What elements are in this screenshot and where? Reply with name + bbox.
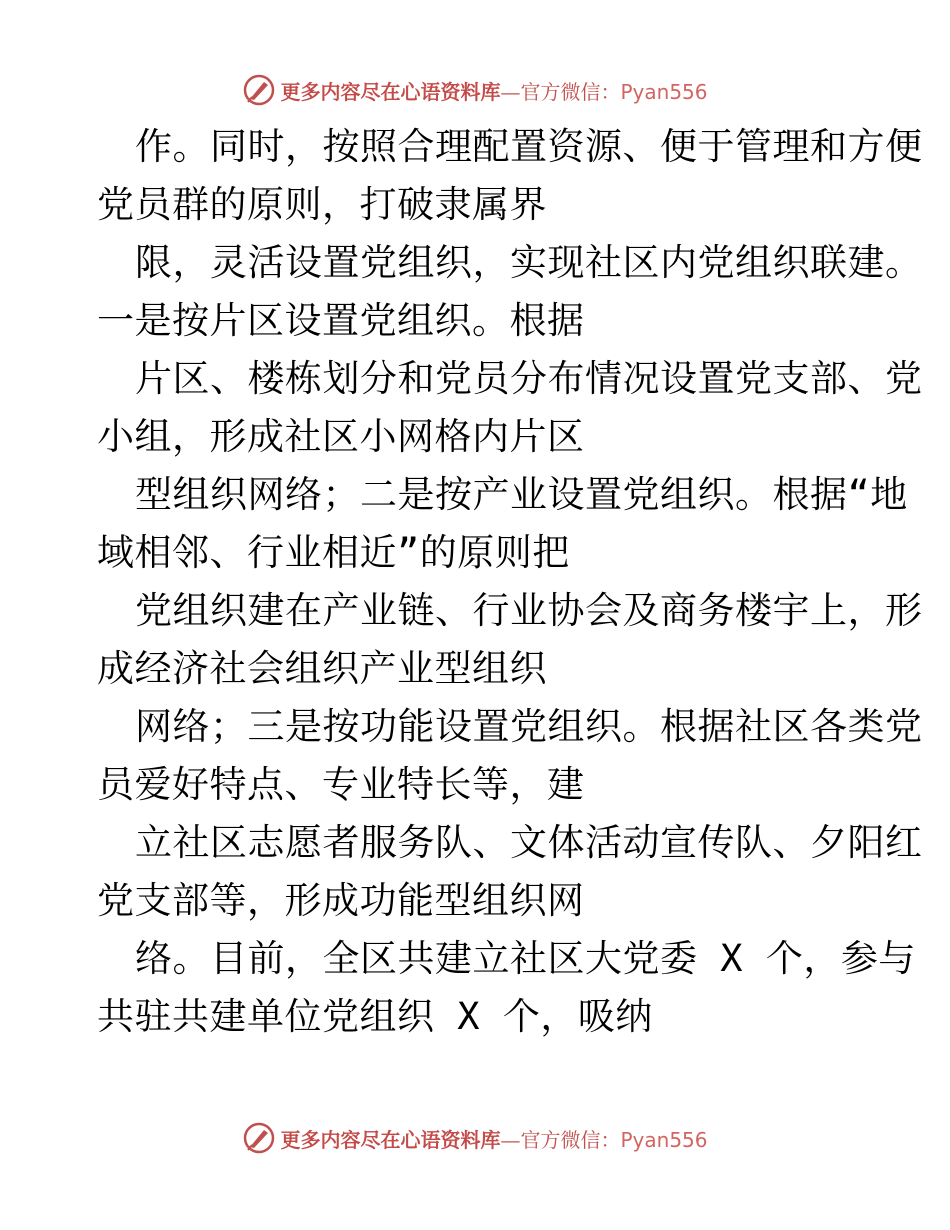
header-site-name: 更多内容尽在心语资料库 [280, 79, 501, 104]
header-wechat-id: Pyan556 [620, 79, 708, 104]
header-dash: — [500, 79, 521, 104]
header-wechat-label: 官方微信： [520, 79, 621, 104]
quill-logo-icon [242, 1121, 276, 1155]
body-line: 立社区志愿者服务队、文体活动宣传队、夕阳红 [135, 821, 923, 864]
body-line: 片区、楼栋划分和党员分布情况设置党支部、党 [135, 357, 923, 400]
quill-logo-icon [242, 73, 276, 107]
body-line: 党组织建在产业链、行业协会及商务楼宇上，形 [135, 589, 923, 632]
document-body [97, 118, 923, 1046]
footer-wechat-id: Pyan556 [620, 1127, 708, 1152]
body-line: 共驻共建单位党组织 X 个，吸纳 [97, 995, 653, 1038]
body-line: 成经济社会组织产业型组织 [97, 647, 547, 690]
body-line: 限，灵活设置党组织，实现社区内党组织联建。 [135, 241, 923, 284]
body-line: 党支部等，形成功能型组织网 [97, 879, 585, 922]
body-line: 小组，形成社区小网格内片区 [97, 415, 585, 458]
header-banner-text [280, 76, 707, 105]
body-line: 络。目前，全区共建立社区大党委 X 个，参与 [135, 937, 916, 980]
footer-dash: — [500, 1127, 521, 1152]
body-line: 员爱好特点、专业特长等，建 [97, 763, 585, 806]
header-banner [0, 70, 950, 110]
body-line: 型组织网络；二是按产业设置党组织。根据“地 [135, 473, 908, 516]
body-line: 一是按片区设置党组织。根据 [97, 299, 585, 342]
footer-banner-text [280, 1124, 707, 1153]
footer-banner [0, 1118, 950, 1158]
body-line: 域相邻、行业相近”的原则把 [97, 531, 570, 574]
footer-site-name: 更多内容尽在心语资料库 [280, 1127, 501, 1152]
body-line: 党员群的原则，打破隶属界 [97, 183, 547, 226]
body-line: 网络；三是按功能设置党组织。根据社区各类党 [135, 705, 923, 748]
body-line: 作。同时，按照合理配置资源、便于管理和方便 [135, 125, 923, 168]
footer-wechat-label: 官方微信： [520, 1127, 621, 1152]
